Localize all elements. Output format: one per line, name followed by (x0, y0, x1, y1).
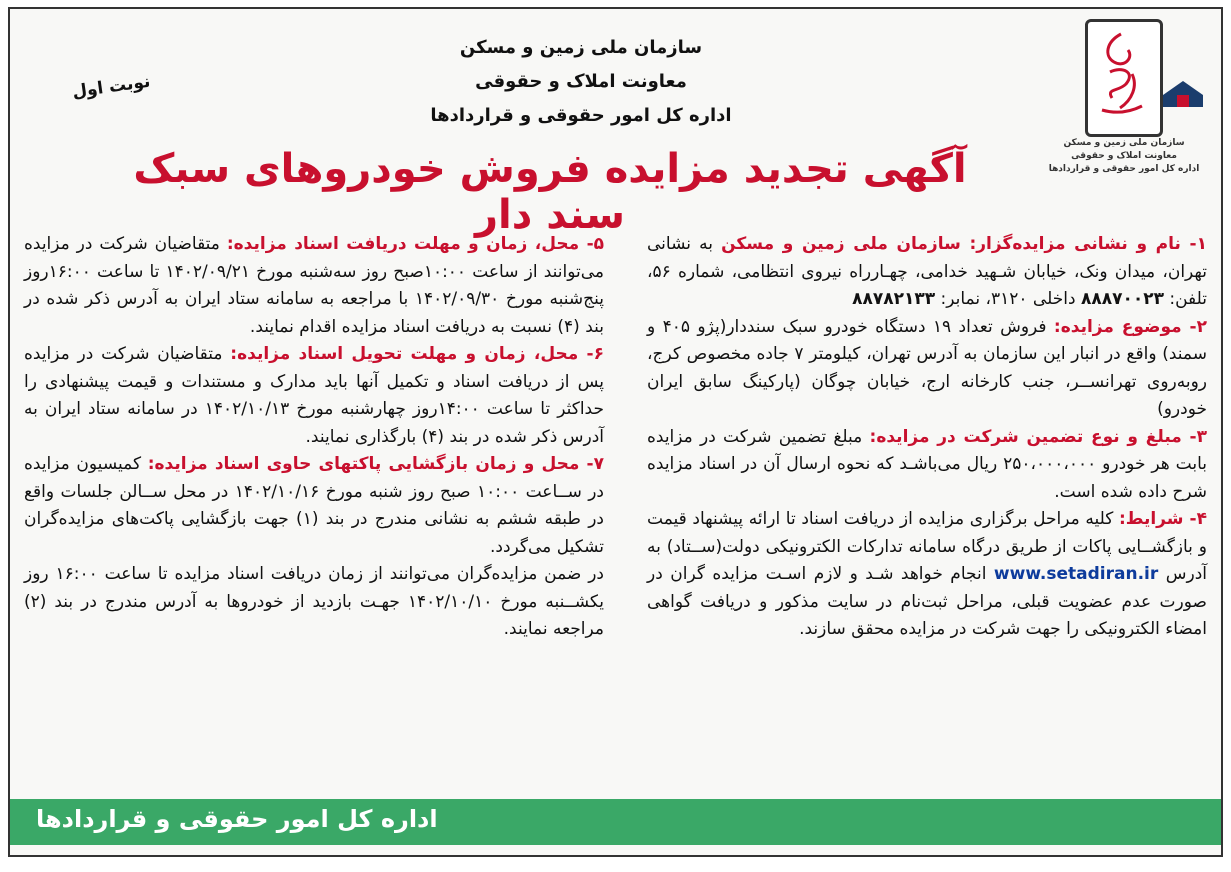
section-5 (24, 231, 604, 341)
section-3 (647, 424, 1207, 507)
section-7-body: کمیسیون مزایده در ســاعت ۱۰:۰۰ صبح روز شنبه مورخ ۱۴۰۲/۱۰/۱۶ در محل ســالن جلسات واقع در طبقه ششم به نشانی مندرج در بند (۱) جهت بازگشایی پاکت‌های مزایده‌گران تشکیل می‌گردد. (24, 454, 604, 557)
section-3-body: مبلغ تضمین شرکت در مزایده بابت هر خودرو ۲۵۰،۰۰۰،۰۰۰ ریال می‌باشـد که نحوه ارسال آن در اسناد مزایده شرح داده شده است. (647, 426, 1207, 502)
advertisement-page (8, 7, 1223, 857)
page-title: آگهی تجدید مزایده فروش خودروهای سبک سند دار (133, 146, 967, 238)
section-2 (647, 314, 1207, 424)
section-4 (647, 506, 1207, 644)
section-1-phone: ۸۸۸۷۰۰۲۳ (1080, 289, 1164, 309)
logo-block (1035, 15, 1213, 205)
section-1-body: به نشانی تهران، میدان ونک، خیابان شـهید خدامی، چهـارراه نیروی انتظامی، شماره ۵۶، تلفن: (647, 234, 1207, 309)
section-7-extra: در ضمن مزایده‌گران می‌توانند از زمان دریافت اسناد مزایده تا ساعت ۱۶:۰۰ روز یکشــنبه مورخ ۱۴۰۲/۱۰/۱۰ جهـت بازدید از خودروها به آدرس مندرج در بند (۲) مراجعه نمایند. (24, 564, 605, 639)
calligraphy-icon (1092, 28, 1150, 124)
section-4-heading: ۴- شرایط: (1118, 509, 1207, 529)
section-4-body-1: کلیه مراحل برگزاری مزایده از دریافت اسناد تا ارائه پیشنهاد قیمت و بازگشــایی پاکات از طریق درگاه سامانه تدارکات الکترونیکی دولت(ســتاد) به آدرس (647, 509, 1207, 584)
section-1-fax: ۸۸۷۸۲۱۳۳ (852, 289, 936, 309)
section-2-body: فروش تعداد ۱۹ دستگاه خودرو سبک سنددار(پژو ۴۰۵ و سمند) واقع در انبار این سازمان به آدرس تهران، کیلومتر ۷ جاده مخصوص کرج، روبه‌روی تهرانســر، جنب کارخانه ارج، خیابان چوگان (پارکینگ سابق ایران خودرو) (647, 316, 1208, 419)
section-6 (24, 341, 604, 451)
footer-bar (10, 799, 1221, 845)
section-1-ext: داخلی ۳۱۲۰، نمابر: (940, 289, 1076, 309)
section-6-heading: ۶- محل، زمان و مهلت تحویل اسناد مزایده: (230, 344, 604, 364)
setadiran-link[interactable]: www.setadiran.ir (993, 564, 1159, 584)
header-org: سازمان ملی زمین و مسکن (459, 37, 703, 58)
section-6-body: متقاضیان شرکت در مزایده پس از دریافت اسناد و تکمیل آنها باید مدارک و مستندات و قیمت پیشنهادی را حداکثر تا ساعت ۱۴:۰۰روز چهارشنبه مورخ ۱۴۰۲/۱۰/۱۳ در سامانه ستاد ایران به آدرس ذکر شده در بند (۴) بارگذاری نمایند. (24, 344, 604, 447)
section-2-heading: ۲- موضوع مزایده: (1053, 316, 1207, 337)
section-1-heading: ۱- نام و نشانی مزایده‌گزار: سازمان ملی زمین و مسکن (721, 234, 1207, 254)
round-label: نوبت اول (70, 71, 152, 103)
logo-deputy: معاونت املاک و حقوقی (1071, 151, 1177, 161)
logo-dept: اداره کل امور حقوقی و قراردادها (1048, 164, 1200, 174)
header-deputy: معاونت املاک و حقوقی (475, 71, 687, 92)
logo-org: سازمان ملی زمین و مسکن (1063, 138, 1185, 148)
section-3-heading: ۳- مبلغ و نوع تضمین شرکت در مزایده: (869, 426, 1207, 447)
section-7 (24, 451, 604, 561)
logo-emblem (1085, 19, 1163, 137)
section-7-heading: ۷- محل و زمان بازگشایی پاکتهای حاوی اسناد مزایده: (147, 454, 605, 474)
section-4-body-2: انجام خواهد شـد و لازم اسـت مزایده گران در صورت عدم عضویت قبلی، مراحل ثبت‌نام در سایت مذکور و دریافت گواهی امضاء الکترونیکی را جهت شرکت در مزایده محقق سازند. (647, 564, 1207, 639)
footer-text: اداره کل امور حقوقی و قراردادها (36, 805, 438, 833)
section-5-body: متقاضیان شرکت در مزایده می‌توانند از ساعت ۱۰:۰۰صبح روز سه‌شنبه مورخ ۱۴۰۲/۰۹/۲۱ تا ساعت ۱۶:۰۰روز پنج‌شنبه مورخ ۱۴۰۲/۰۹/۳۰ با مراجعه به سامانه ستاد ایران به آدرس ذکر شده در بند (۴) نسبت به دریافت اسناد مزایده اقدام نمایند. (24, 234, 604, 337)
left-column (24, 231, 604, 644)
header-lines (421, 31, 741, 133)
section-5-heading: ۵- محل، زمان و مهلت دریافت اسناد مزایده: (226, 234, 605, 254)
right-column (647, 231, 1207, 644)
section-1 (647, 231, 1207, 314)
header-dept: اداره کل امور حقوقی و قراردادها (430, 105, 732, 126)
